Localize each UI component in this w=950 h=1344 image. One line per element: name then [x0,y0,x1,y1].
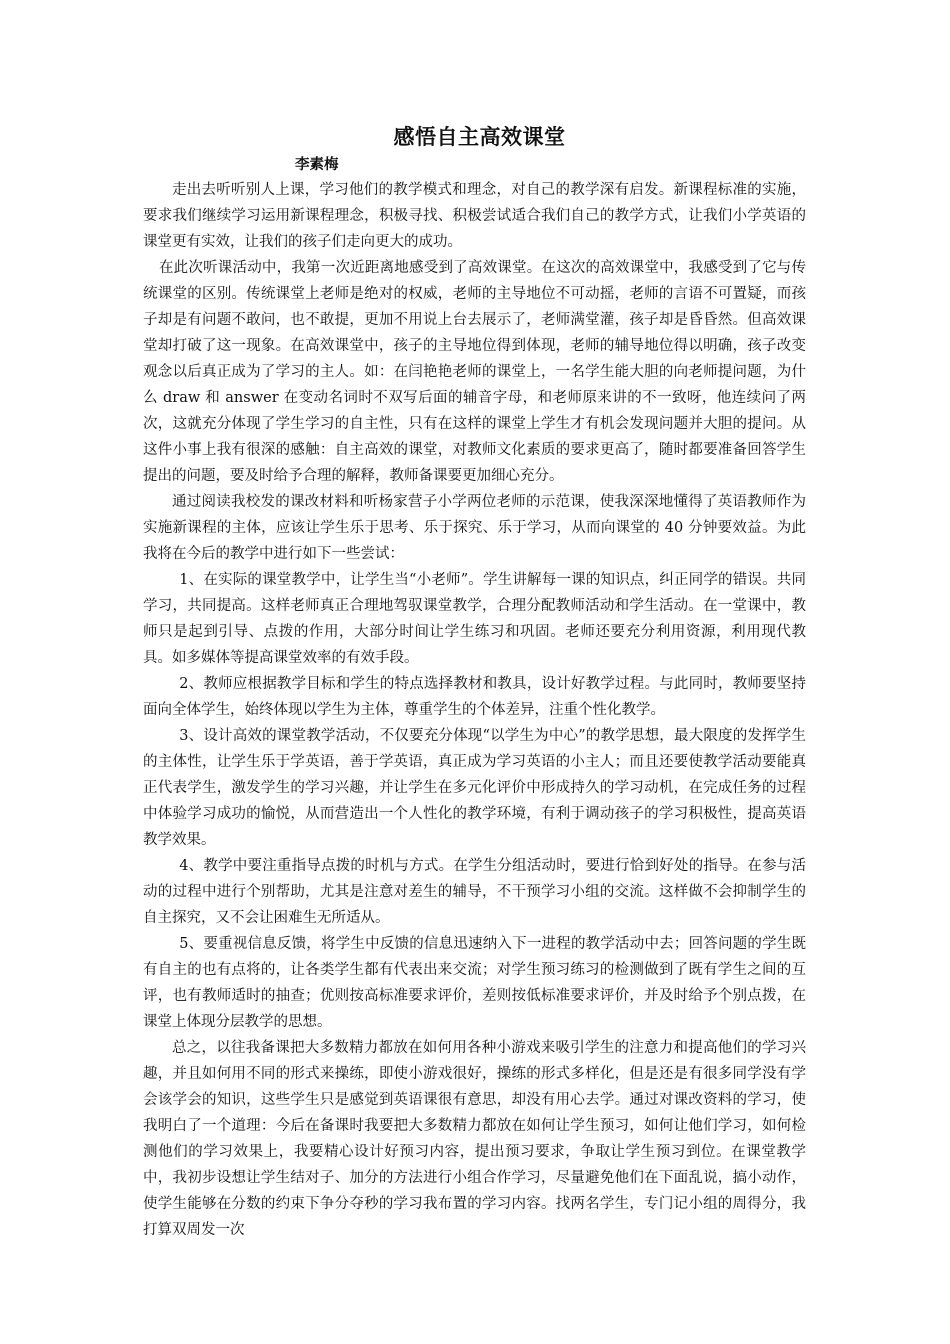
document-author: 李素梅 [295,157,339,173]
paragraph-item-2: 2、教师应根据教学目标和学生的特点选择教材和教具，设计好教学过程。与此同时，教师要坚持面向全体学生，始终体现以学生为主体，尊重学生的个体差异，注重个性化教学。 [143,676,806,718]
paragraph-item-3: 3、设计高效的课堂教学活动，不仅要充分体现“以学生为中心”的教学思想，最大限度的发挥学生的主体性，让学生乐于学英语，善于学英语，真正成为学习英语的小主人；而且还要使教学活动要能真正代表学生，激发学生的学习兴趣，并让学生在多元化评价中形成持久的学习动机，在完成任务的过程中体验学习成功的愉悦，从而营造出一个人性化的教学环境，有利于调动孩子的学习积极性，提高英语教学效果。 [143,728,806,848]
paragraph-observation: 在此次听课活动中，我第一次近距离地感受到了高效课堂。在这次的高效课堂中，我感受到了它与传统课堂的区别。传统课堂上老师是绝对的权威，老师的主导地位不可动摇，老师的言语不可置疑，而孩子却是有问题不敢问，也不敢提，更加不用说上台去展示了，老师满堂灌，孩子却是昏昏然。但高效课堂却打破了这一现象。在高效课堂中，孩子的主导地位得到体现，老师的辅导地位得以明确，孩子改变观念以后真正成为了学习的主人。如：在闫艳艳老师的课堂上，一名学生能大胆的向老师提问题，为什么 draw 和 answer 在变动名词时不双写后面的辅音字母，和老师原来讲的不一致呀，他连续问了两次，这就充分体现了学生学习的自主性，只有在这样的课堂上学生才有机会发现问题并大胆的提问。从这件小事上我有很深的感触：自主高效的课堂，对教师文化素质的要求更高了，随时都要准备回答学生提出的问题，要及时给予合理的解释，教师备课要更加细心充分。 [143,260,806,484]
paragraph-item-4: 4、教学中要注重指导点拨的时机与方式。在学生分组活动时，要进行恰到好处的指导。在参与活动的过程中进行个别帮助，尤其是注意对差生的辅导，不干预学习小组的交流。这样做不会抑制学生的自主探究，又不会让困难生无所适从。 [143,858,806,926]
document-body [143,120,806,1243]
paragraph-item-1: 1、在实际的课堂教学中，让学生当“小老师”。学生讲解每一课的知识点，纠正同学的错误。共同学习，共同提高。这样老师真正合理地驾驭课堂教学，合理分配教师活动和学生活动。在一堂课中，教师只是起到引导、点拨的作用，大部分时间让学生练习和巩固。老师还要充分利用资源，利用现代教具。如多媒体等提高课堂效率的有效手段。 [143,572,806,666]
paragraph-summary: 总之，以往我备课把大多数精力都放在如何用各种小游戏来吸引学生的注意力和提高他们的学习兴趣，并且如何用不同的形式来操练，即使小游戏很好，操练的形式多样化，但是还是有很多同学没有学会该学会的知识，这些学生只是感觉到英语课很有意思，却没有用心去学。通过对课改资料的学习，使我明白了一个道理：今后在备课时我要把大多数精力都放在如何让学生预习，如何让他们学习，如何检测他们的学习效果上，我要精心设计好预习内容，提出预习要求，争取让学生预习到位。在课堂教学中，我初步设想让学生结对子、加分的方法进行小组合作学习，尽量避免他们在下面乱说，搞小动作，使学生能够在分数的约束下争分夺秒的学习我布置的学习内容。找两名学生，专门记小组的周得分，我打算双周发一次 [143,1040,806,1238]
paragraph-plan: 通过阅读我校发的课改材料和听杨家营子小学两位老师的示范课，使我深深地懂得了英语教师作为实施新课程的主体，应该让学生乐于思考、乐于探究、乐于学习，从而向课堂的 40 分钟要效益。为此我将在今后的教学中进行如下一些尝试： [143,494,806,562]
paragraph-intro: 走出去听听别人上课，学习他们的教学模式和理念，对自己的教学深有启发。新课程标准的实施，要求我们继续学习运用新课程理念，积极寻找、积极尝试适合我们自己的教学方式，让我们小学英语的课堂更有实效，让我们的孩子们走向更大的成功。 [143,182,806,250]
document-title: 感悟自主高效课堂 [393,125,566,149]
paragraph-item-5: 5、要重视信息反馈，将学生中反馈的信息迅速纳入下一进程的教学活动中去；回答问题的学生既有自主的也有点将的，让各类学生都有代表出来交流；对学生预习练习的检测做到了既有学生之间的互评，也有教师适时的抽查；优则按高标准要求评价，差则按低标准要求评价，并及时给予个别点拨，在课堂上体现分层教学的思想。 [143,936,806,1030]
